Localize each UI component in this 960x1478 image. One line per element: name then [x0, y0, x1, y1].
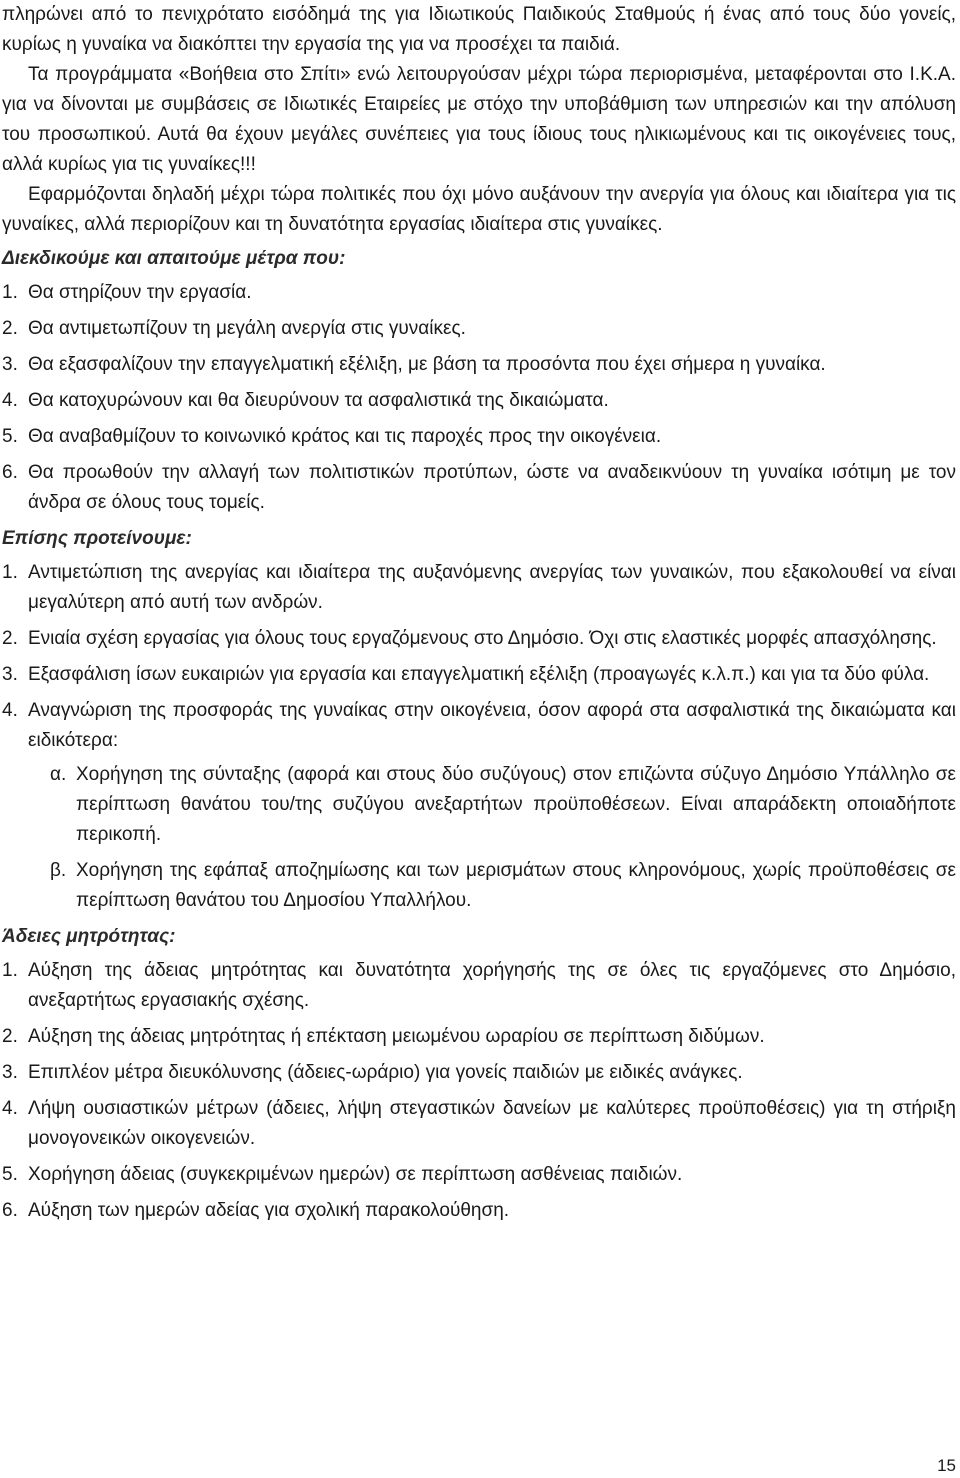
demands-list [2, 278, 956, 518]
section-heading-maternity: Άδειες μητρότητας: [2, 926, 176, 947]
list-item-text: Αύξηση των ημερών αδείας για σχολική παρακολούθηση. [28, 1200, 510, 1221]
list-item-text: Αύξηση της άδειας μητρότητας ή επέκταση μειωμένου ωραρίου σε περίπτωση διδύμων. [28, 1026, 765, 1047]
list-item [2, 422, 956, 452]
list-number: 4. [2, 700, 18, 721]
list-number: 4. [2, 390, 18, 411]
list-number: 3. [2, 664, 18, 685]
list-item [2, 350, 956, 380]
list-number: 5. [2, 426, 18, 447]
list-item [2, 558, 956, 618]
sublist-letter: β. [50, 860, 67, 881]
list-item-text: Αναγνώριση της προσφοράς της γυναίκας στην οικογένεια, όσον αφορά στα ασφαλιστικά της δικαιώματα και ειδικότερα: [28, 700, 956, 751]
list-item-text: Θα προωθούν την αλλαγή των πολιτιστικών προτύπων, ώστε να αναδεικνύουν τη γυναίκα ισότιμη με τον άνδρα σε όλους τους τομείς. [28, 462, 956, 513]
list-item-text: Θα στηρίζουν την εργασία. [28, 282, 252, 303]
sublist-item [50, 760, 956, 850]
section-heading-demands: Διεκδικούμε και απαιτούμε μέτρα που: [2, 248, 346, 269]
list-number: 4. [2, 1098, 18, 1119]
list-item-text: Θα εξασφαλίζουν την επαγγελματική εξέλιξη, με βάση τα προσόντα που έχει σήμερα η γυναίκα. [28, 354, 826, 375]
sublist-item-text: Χορήγηση της σύνταξης (αφορά και στους δύο συζύγους) στον επιζώντα σύζυγο Δημόσιο Υπάλληλο σε περίπτωση θανάτου του/της συζύγου ανεξαρτήτων προϋποθέσεων. Είναι απαράδεκτη οποιαδήποτε περικοπή. [76, 764, 956, 845]
list-item-text: Θα κατοχυρώνουν και θα διευρύνουν τα ασφαλιστικά της δικαιώματα. [28, 390, 609, 411]
list-number: 5. [2, 1164, 18, 1185]
list-item-text: Εξασφάλιση ίσων ευκαιριών για εργασία και επαγγελματική εξέλιξη (προαγωγές κ.λ.π.) και για τα δύο φύλα. [28, 664, 930, 685]
list-item-text: Ενιαία σχέση εργασίας για όλους τους εργαζόμενους στο Δημόσιο. Όχι στις ελαστικές μορφές απασχόλησης. [28, 628, 937, 649]
list-item [2, 1022, 956, 1052]
list-number: 6. [2, 462, 18, 483]
list-number: 1. [2, 960, 18, 981]
list-item-text: Χορήγηση άδειας (συγκεκριμένων ημερών) σε περίπτωση ασθένειας παιδιών. [28, 1164, 683, 1185]
list-number: 2. [2, 1026, 18, 1047]
list-item [2, 660, 956, 690]
list-number: 3. [2, 354, 18, 375]
list-item [2, 624, 956, 654]
list-item [2, 314, 956, 344]
list-item [2, 956, 956, 1016]
list-item-text: Λήψη ουσιαστικών μέτρων (άδειες, λήψη στεγαστικών δανείων με καλύτερες προϋποθέσεις) για τη στήριξη μονογονεικών οικογενειών. [28, 1098, 956, 1149]
list-item-text: Επιπλέον μέτρα διευκόλυνσης (άδειες-ωράριο) για γονείς παιδιών με ειδικές ανάγκες. [28, 1062, 743, 1083]
list-item [2, 386, 956, 416]
list-item [2, 1094, 956, 1154]
list-item-text: Αύξηση της άδειας μητρότητας και δυνατότητα χορήγησής της σε όλες τις εργαζόμενες στο Δημόσιο, ανεξαρτήτως εργασιακής σχέσης. [28, 960, 956, 1011]
list-number: 1. [2, 282, 18, 303]
paragraph-policies: Εφαρμόζονται δηλαδή μέχρι τώρα πολιτικές που όχι μόνο αυξάνουν την ανεργία για όλους και ιδιαίτερα για τις γυναίκες, αλλά περιορίζουν και τη δυνατότητα εργασίας ιδιαίτερα στις γυναίκες. [2, 184, 956, 235]
list-number: 2. [2, 318, 18, 339]
list-number: 3. [2, 1062, 18, 1083]
maternity-list [2, 956, 956, 1226]
list-item [2, 1196, 956, 1226]
page-number: 15 [937, 1456, 956, 1475]
proposals-sublist [28, 760, 956, 916]
paragraph-childcare: πληρώνει από το πενιχρότατο εισόδημά της για Ιδιωτικούς Παιδικούς Σταθμούς ή ένας από τους δύο γονείς, κυρίως η γυναίκα να διακόπτει την εργασία της για να προσέχει τα παιδιά. [2, 4, 956, 55]
list-item [2, 278, 956, 308]
list-item [2, 696, 956, 916]
list-item-text: Θα αντιμετωπίζουν τη μεγάλη ανεργία στις γυναίκες. [28, 318, 466, 339]
list-item-text: Θα αναβαθμίζουν το κοινωνικό κράτος και τις παροχές προς την οικογένεια. [28, 426, 662, 447]
paragraph-home-help: Τα προγράμματα «Βοήθεια στο Σπίτι» ενώ λειτουργούσαν μέχρι τώρα περιορισμένα, μεταφέρονται στο Ι.Κ.Α. για να δίνονται με συμβάσεις σε Ιδιωτικές Εταιρείες με στόχο την υποβάθμιση των υπηρεσιών και την απόλυση του προσωπικού. Αυτά θα έχουν μεγάλες συνέπειες για τους ίδιους τους ηλικιωμένους και τις οικογένειες τους, αλλά κυρίως για τις γυναίκες!!! [2, 64, 956, 175]
sublist-letter: α. [50, 764, 67, 785]
list-item [2, 1160, 956, 1190]
sublist-item-text: Χορήγηση της εφάπαξ αποζημίωσης και των μερισμάτων στους κληρονόμους, χωρίς προϋποθέσεις σε περίπτωση θανάτου του Δημοσίου Υπαλλήλου. [76, 860, 956, 911]
list-number: 6. [2, 1200, 18, 1221]
list-number: 1. [2, 562, 18, 583]
list-item [2, 1058, 956, 1088]
sublist-item [50, 856, 956, 916]
list-item [2, 458, 956, 518]
section-heading-proposals: Επίσης προτείνουμε: [2, 528, 192, 549]
list-item-text: Αντιμετώπιση της ανεργίας και ιδιαίτερα της αυξανόμενης ανεργίας των γυναικών, που εξακολουθεί να είναι μεγαλύτερη από αυτή των ανδρών. [28, 562, 956, 613]
proposals-list [2, 558, 956, 916]
list-number: 2. [2, 628, 18, 649]
